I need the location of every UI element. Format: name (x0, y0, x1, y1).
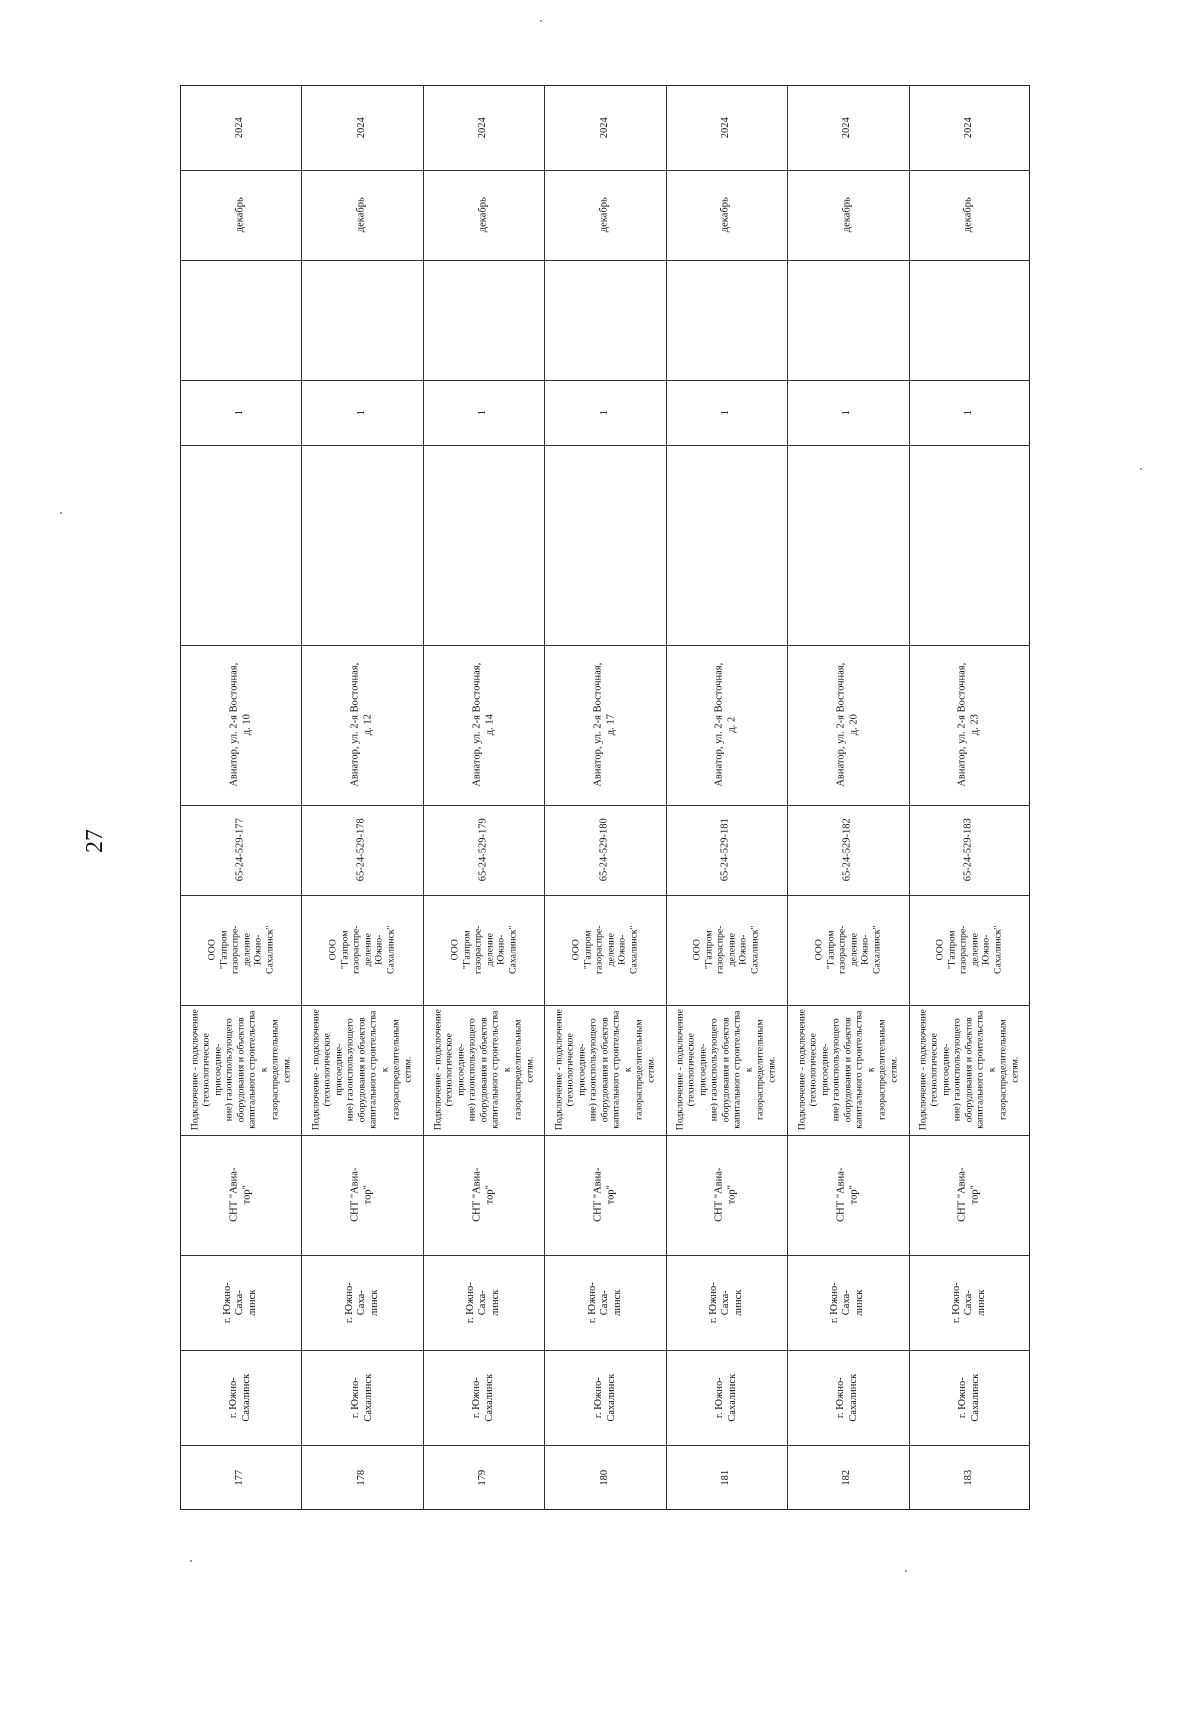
cell-extra (305, 448, 418, 642)
column-divider (180, 1255, 1030, 1256)
cell-qty: 1 (598, 409, 610, 416)
cell-year: 2024 (355, 117, 367, 139)
row-divider (301, 85, 302, 1510)
cell-address: Авиатор, ул. 2-я Восточная, д. 17 (592, 663, 616, 787)
cell-work: Подключение - подключение (технологическое присоедине- ние) газоиспользующего оборудования и объектов капитального строительства к газораспределительным сетям. (796, 1009, 900, 1131)
scan-speck (540, 20, 542, 22)
cell-month: декабрь (234, 197, 246, 233)
cell-empty (548, 263, 661, 377)
cell-num: 179 (477, 1469, 489, 1486)
column-divider (180, 260, 1030, 261)
scan-speck (190, 1560, 192, 1562)
cell-qty: 1 (477, 409, 489, 416)
cell-address: Авиатор, ул. 2-я Восточная, д. 12 (349, 663, 374, 787)
cell-address: Авиатор, ул. 2-я Восточная, д. 20 (835, 663, 859, 787)
cell-empty (913, 263, 1026, 377)
cell-num: 183 (963, 1469, 975, 1486)
column-divider (180, 1350, 1030, 1351)
column-divider (180, 170, 1030, 171)
cell-num: 177 (234, 1469, 246, 1486)
cell-locality: г. Южно- Саха- линск (707, 1282, 744, 1323)
cell-num: 178 (355, 1469, 367, 1486)
cell-extra (913, 448, 1026, 642)
cell-qty: 1 (963, 409, 975, 416)
cell-locality: г. Южно- Саха- линск (950, 1282, 987, 1323)
cell-extra (184, 448, 297, 642)
cell-object: СНТ "Авиа- тор" (228, 1167, 252, 1223)
scan-speck (905, 1570, 907, 1572)
cell-empty (670, 263, 783, 377)
cell-qty: 1 (234, 409, 246, 416)
cell-empty (791, 263, 904, 377)
cell-municipality: г. Южно- Сахалинск (592, 1373, 616, 1422)
cell-code: 65-24-529-183 (963, 818, 975, 882)
row-divider (423, 85, 424, 1510)
cell-work: Подключение - подключение (технологическое присоедине- ние) газоиспользующего оборудования и объектов капитального строительства к газораспределительным сетям. (188, 1009, 292, 1131)
cell-org: ООО "Газпром газораспре- деление Южно- Сахалинск" (570, 925, 639, 975)
cell-month: декабрь (355, 197, 367, 233)
cell-year: 2024 (234, 117, 246, 139)
cell-org: ООО "Газпром газораспре- деление Южно- Сахалинск" (691, 925, 761, 975)
cell-empty (427, 263, 540, 377)
column-divider (180, 1445, 1030, 1446)
cell-municipality: г. Южно- Сахалинск (956, 1373, 981, 1422)
cell-qty: 1 (355, 409, 367, 416)
cell-year: 2024 (477, 117, 489, 139)
rotated-table (180, 85, 1030, 1510)
row-divider (666, 85, 667, 1510)
cell-num: 181 (720, 1469, 732, 1486)
cell-municipality: г. Южно- Сахалинск (835, 1373, 859, 1422)
cell-org: ООО "Газпром газораспре- деление Южно- Сахалинск" (813, 925, 882, 975)
cell-month: декабрь (477, 197, 489, 233)
cell-locality: г. Южно- Саха- линск (829, 1282, 866, 1323)
cell-month: декабрь (963, 197, 975, 233)
cell-work: Подключение - подключение (технологическое присоедине- ние) газоиспользующего оборудования и объектов капитального строительства к газораспределительным сетям. (674, 1009, 778, 1131)
cell-year: 2024 (963, 117, 975, 139)
cell-object: СНТ "Авиа- тор" (471, 1167, 495, 1223)
cell-municipality: г. Южно- Сахалинск (228, 1373, 252, 1422)
cell-extra (791, 448, 904, 642)
cell-num: 182 (841, 1469, 853, 1486)
cell-month: декабрь (841, 197, 853, 233)
cell-address: Авиатор, ул. 2-я Восточная, д. 10 (228, 663, 252, 787)
column-divider (180, 895, 1030, 896)
cell-object: СНТ "Авиа- тор" (592, 1167, 616, 1223)
cell-object: СНТ "Авиа- тор" (956, 1167, 981, 1223)
cell-code: 65-24-529-180 (598, 818, 610, 882)
column-divider (180, 380, 1030, 381)
column-divider (180, 1135, 1030, 1136)
cell-year: 2024 (598, 117, 610, 139)
cell-month: декабрь (598, 197, 610, 233)
row-divider (909, 85, 910, 1510)
cell-object: СНТ "Авиа- тор" (349, 1167, 374, 1223)
cell-extra (427, 448, 540, 642)
cell-object: СНТ "Авиа- тор" (713, 1167, 738, 1223)
cell-address: Авиатор, ул. 2-я Восточная, д. 14 (471, 663, 495, 787)
cell-locality: г. Южно- Саха- линск (464, 1282, 501, 1323)
cell-extra (670, 448, 783, 642)
cell-work: Подключение - подключение (технологическое присоедине- ние) газоиспользующего оборудования и объектов капитального строительства к газораспределительным сетям. (917, 1009, 1021, 1131)
cell-code: 65-24-529-177 (234, 818, 246, 882)
cell-code: 65-24-529-182 (841, 818, 853, 882)
cell-org: ООО "Газпром газораспре- деление Южно- Сахалинск" (934, 925, 1004, 975)
cell-empty (184, 263, 297, 377)
cell-extra (548, 448, 661, 642)
cell-org: ООО "Газпром газораспре- деление Южно- Сахалинск" (327, 925, 397, 975)
cell-locality: г. Южно- Саха- линск (586, 1282, 623, 1323)
cell-qty: 1 (841, 409, 853, 416)
cell-work: Подключение - подключение (технологическое присоедине- ние) газоиспользующего оборудования и объектов капитального строительства к газораспределительным сетям. (431, 1009, 535, 1131)
cell-org: ООО "Газпром газораспре- деление Южно- Сахалинск" (206, 925, 275, 975)
cell-municipality: г. Южно- Сахалинск (713, 1373, 738, 1422)
cell-org: ООО "Газпром газораспре- деление Южно- Сахалинск" (449, 925, 518, 975)
cell-locality: г. Южно- Саха- линск (343, 1282, 380, 1323)
column-divider (180, 1005, 1030, 1006)
cell-work: Подключение - подключение (технологическое присоедине- ние) газоиспользующего оборудования и объектов капитального строительства к газораспределительным сетям. (310, 1009, 414, 1131)
column-divider (180, 645, 1030, 646)
cell-qty: 1 (720, 409, 732, 416)
cell-address: Авиатор, ул. 2-я Восточная, д. 23 (956, 663, 981, 787)
cell-month: декабрь (720, 197, 732, 233)
page-number: 27 (82, 829, 108, 853)
row-divider (787, 85, 788, 1510)
cell-code: 65-24-529-179 (477, 818, 489, 882)
cell-municipality: г. Южно- Сахалинск (349, 1373, 374, 1422)
scan-speck (60, 512, 62, 514)
column-divider (180, 445, 1030, 446)
cell-year: 2024 (720, 117, 732, 139)
scan-speck (1140, 468, 1142, 470)
cell-num: 180 (598, 1469, 610, 1486)
column-divider (180, 805, 1030, 806)
cell-empty (305, 263, 418, 377)
cell-year: 2024 (841, 117, 853, 139)
cell-address: Авиатор, ул. 2-я Восточная, д. 2 (713, 663, 738, 787)
cell-object: СНТ "Авиа- тор" (835, 1167, 859, 1223)
cell-work: Подключение - подключение (технологическое присоедине- ние) газоиспользующего оборудования и объектов капитального строительства к газораспределительным сетям. (553, 1009, 657, 1131)
cell-code: 65-24-529-178 (355, 818, 367, 882)
cell-municipality: г. Южно- Сахалинск (471, 1373, 495, 1422)
row-divider (544, 85, 545, 1510)
cell-locality: г. Южно- Саха- линск (221, 1282, 258, 1323)
cell-code: 65-24-529-181 (720, 818, 732, 882)
